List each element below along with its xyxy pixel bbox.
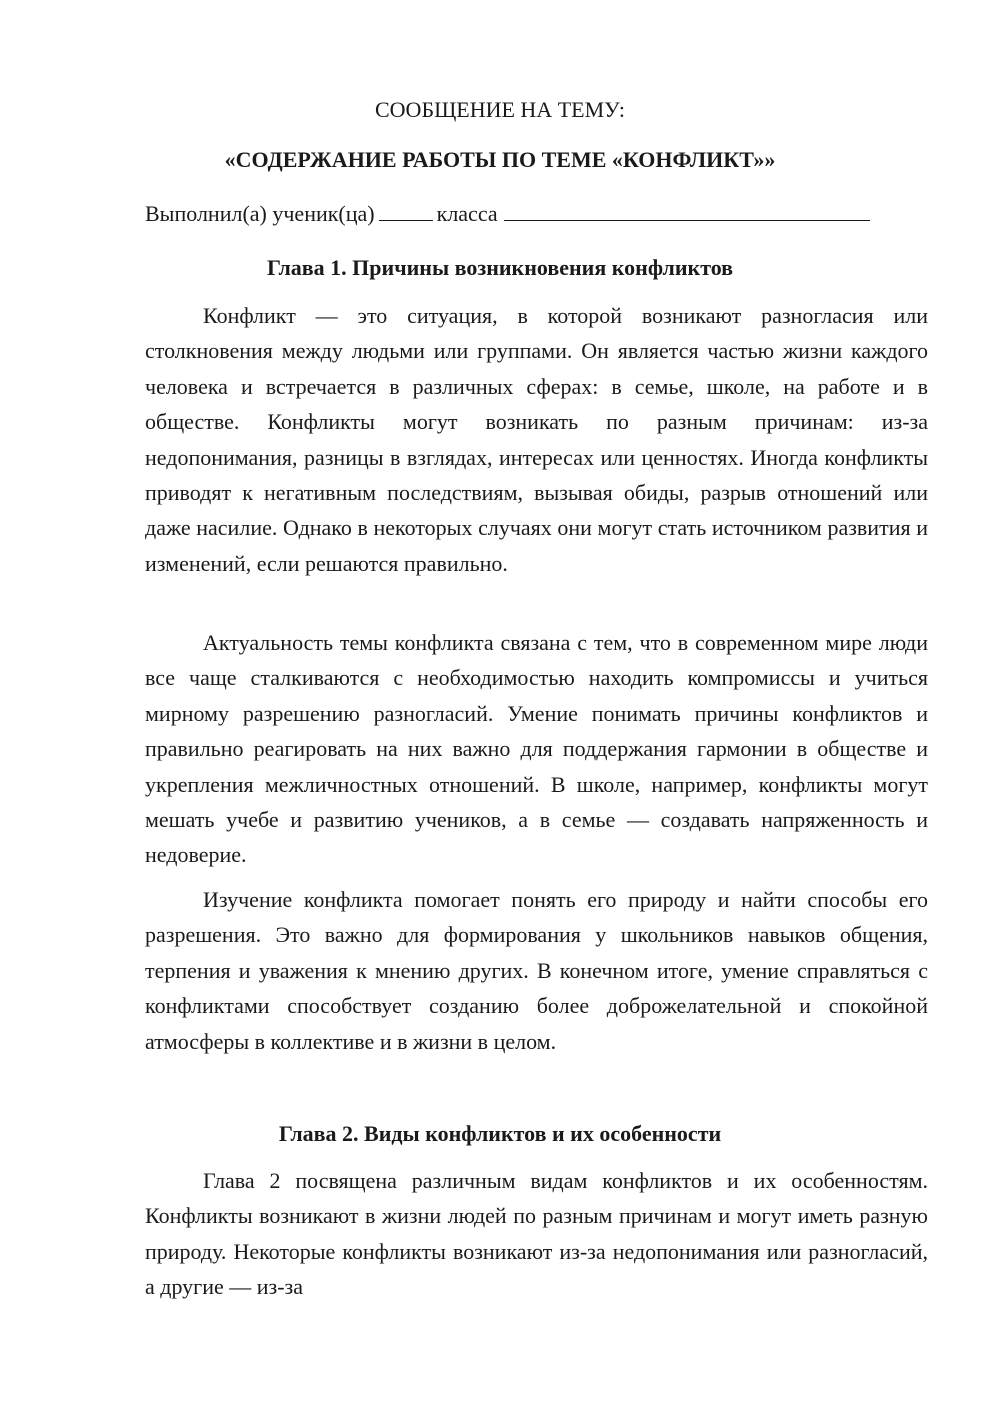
signature-line [145, 200, 870, 226]
student-name-blank [504, 200, 870, 221]
chapter-1-paragraph-2: Актуальность темы конфликта связана с тем, что в современном мире люди все чаще сталкиваются с необходимостью находить компромиссы и учиться мирному разрешению разногласий. Умение понимать причины конфликтов и правильно реагировать на них важно для поддержания гармонии в обществе и укрепления межличностных отношений. В школе, например, конфликты могут мешать учебе и развитию учеников, а в семье — создавать напряженность и недоверие. [145, 630, 928, 868]
chapter-2-title: Глава 2. Виды конфликтов и их особенности [278, 1121, 722, 1146]
chapter-1-paragraph-1: Конфликт — это ситуация, в которой возникают разногласия или столкновения между людьми или группами. Он является частью жизни каждого человека и встречается в различных сферах: в семье, школе, на работе и в обществе. Конфликты могут возникать по разным причинам: из-за недопонимания, разницы в взглядах, интересах или ценностях. Иногда конфликты приводят к негативным последствиям, вызывая обиды, разрыв отношений или даже насилие. Однако в некоторых случаях они могут стать источником развития и изменений, если решаются правильно. [145, 303, 928, 576]
report-header: СООБЩЕНИЕ НА ТЕМУ: [375, 97, 625, 122]
chapter-1-paragraph-3: Изучение конфликта помогает понять его природу и найти способы его разрешения. Это важно для формирования у школьников навыков общения, терпения и уважения к мнению других. В конечном итоге, умение справляться с конфликтами способствует созданию более доброжелательной и спокойной атмосферы в коллективе и в жизни в целом. [145, 887, 928, 1054]
signature-class-label: класса [436, 201, 498, 226]
chapter-2-paragraph-1: Глава 2 посвящена различным видам конфликтов и их особенностям. Конфликты возникают в жизни людей по разным причинам и могут иметь разную природу. Некоторые конфликты возникают из-за недопонимания или разногласий, а другие — из-за [145, 1168, 928, 1300]
signature-prefix: Выполнил(а) ученик(ца) [145, 201, 375, 226]
report-topic-title: «СОДЕРЖАНИЕ РАБОТЫ ПО ТЕМЕ «КОНФЛИКТ»» [224, 147, 776, 172]
chapter-1-title: Глава 1. Причины возникновения конфликтов [266, 255, 734, 280]
class-number-blank [379, 200, 433, 221]
